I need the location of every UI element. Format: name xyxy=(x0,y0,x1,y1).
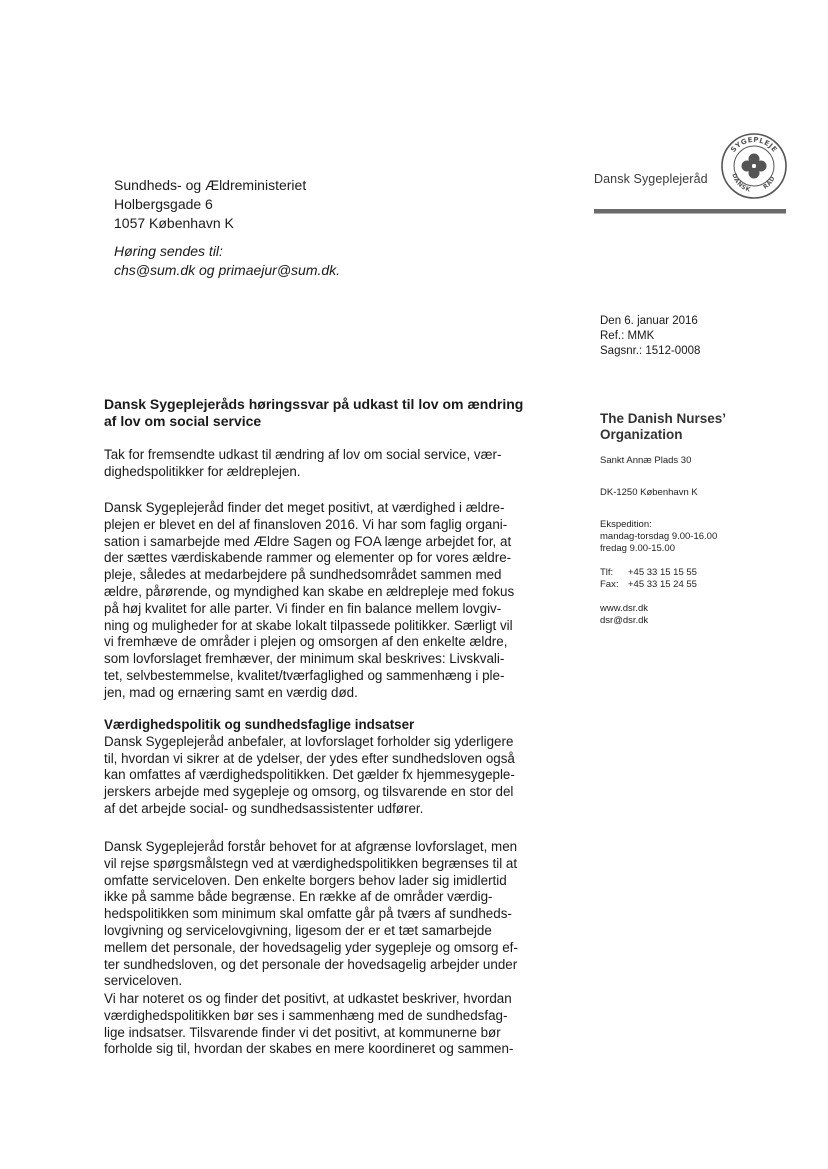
text-line: af det arbejde social- og sundhedsassistenter udfører. xyxy=(104,800,424,816)
text-line: Dansk Sygeplejeråd forstår behovet for at afgrænse lovforslaget, men xyxy=(104,839,518,854)
text-line: tet, selvbestemmelse, kvalitet/tværfaglighed og sammenhæng i ple- xyxy=(104,667,505,683)
phone-label: Tlf: xyxy=(600,567,614,578)
organization-logo-name: Dansk Sygeplejeråd xyxy=(594,172,708,186)
expedition-weekdays: mandag-torsdag 9.00-16.00 xyxy=(600,531,718,542)
organization-seal-icon xyxy=(720,132,788,200)
text-line: ikke på samme både begrænse. En række af de områder værdig- xyxy=(104,889,493,905)
document-title xyxy=(104,396,564,430)
text-line: ter sundhedsloven, og det personale der hovedsagelig arbejder under xyxy=(104,956,518,972)
document-title-line: af lov om social service xyxy=(104,413,262,429)
paragraph-intro xyxy=(104,447,569,481)
header-rule-thin xyxy=(594,213,786,214)
text-line: jen, mad og ernæring samt en værdig død. xyxy=(104,684,358,700)
address-city: DK-1250 København K xyxy=(600,487,698,498)
text-line: mellem det personale, der hovedsagelig yder sygepleje og omsorg ef- xyxy=(104,939,518,955)
text-line: lovgivning og servicelovgivning, ligesom der er et tæt samarbejde xyxy=(104,922,492,938)
section-heading: Værdighedspolitik og sundhedsfaglige indsatser xyxy=(104,717,415,732)
text-line: dighedspolitikker for ældreplejen. xyxy=(104,463,301,479)
hearing-emails: chs@sum.dk og primaejur@sum.dk. xyxy=(114,262,341,278)
paragraph-delimitation xyxy=(104,839,569,990)
email-link[interactable]: dsr@dsr.dk xyxy=(600,615,649,626)
address-street: Sankt Annæ Plads 30 xyxy=(600,455,692,466)
phone-number: +45 33 15 15 55 xyxy=(628,567,697,578)
sidebar-contact xyxy=(600,455,717,627)
fax-label: Fax: xyxy=(600,579,619,590)
seal-text-left: DANSK xyxy=(730,172,752,194)
recipient-line: Sundheds- og Ældreministeriet xyxy=(114,177,307,193)
text-line: kan omfattes af værdighedspolitikken. Det gælder fx hjemmesygeple- xyxy=(104,767,515,783)
text-line: ældre, pårørende, og myndighed kan skabe en ældrepleje med fokus xyxy=(104,583,515,599)
paragraph-positive xyxy=(104,500,569,702)
text-line: som lovforslaget fremhæver, der minimum skal beskrives: Livskvali- xyxy=(104,651,505,667)
document-reference: Ref.: MMK xyxy=(600,330,655,342)
text-line: værdighedspolitikken bør ses i sammenhæng med de sundhedsfag- xyxy=(104,1007,508,1023)
text-line: jerskers arbejde med sygepleje og omsorg, og tilsvarende en stor del xyxy=(104,784,514,800)
text-line: vi fremhæve de områder i plejen og omsorgen af den enkelte ældre, xyxy=(104,634,508,650)
text-line: Dansk Sygeplejeråd anbefaler, at lovforslaget forholder sig yderligere xyxy=(104,733,514,749)
text-line: ning og muligheder for at skabe lokalt tilpassede politikker. Særligt vil xyxy=(104,617,513,633)
text-line: serviceloven. xyxy=(104,973,183,989)
organization-title xyxy=(600,411,726,443)
expedition-label: Ekspedition: xyxy=(600,519,652,530)
website-link[interactable]: www.dsr.dk xyxy=(600,603,649,614)
text-line: plejen er blevet en del af finansloven 2016. Vi har som faglig organi- xyxy=(104,516,508,532)
organization-title-line: Organization xyxy=(600,427,683,442)
text-line: pleje, således at medarbejdere på sundhedsområdet sammen med xyxy=(104,567,502,583)
seal-text-top: SYGEPLEJE xyxy=(729,135,779,154)
text-line: Dansk Sygeplejeråd finder det meget positivt, at værdighed i ældre- xyxy=(104,500,505,515)
phone-row xyxy=(600,567,717,579)
recipient-line: Holbergsgade 6 xyxy=(114,196,213,212)
hearing-label: Høring sendes til: xyxy=(114,243,223,259)
document-date: Den 6. januar 2016 xyxy=(600,315,698,327)
text-line: på høj kvalitet for alle parter. Vi finder en fin balance mellem lovgiv- xyxy=(104,600,502,616)
text-line: omfatte serviceloven. Den enkelte borgers behov lader sig imidlertid xyxy=(104,872,507,888)
recipient-address xyxy=(114,176,306,233)
text-line: vil rejse spørgsmålstegn ved at værdighedspolitikken begrænses til at xyxy=(104,855,518,871)
text-line: forholde sig til, hvordan der skabes en mere koordineret og sammen- xyxy=(104,1041,514,1057)
fax-number: +45 33 15 24 55 xyxy=(628,579,697,590)
case-number: Sagsnr.: 1512-0008 xyxy=(600,345,701,357)
text-line: sation i samarbejde med Ældre Sagen og FOA længe arbejdet for, at xyxy=(104,533,512,549)
expedition-friday: fredag 9.00-15.00 xyxy=(600,543,676,554)
organization-title-line: The Danish Nurses’ xyxy=(600,411,727,426)
text-line: der sættes værdiskabende rammer og elementer op for vores ældre- xyxy=(104,550,512,566)
text-line: lige indsatser. Tilsvarende finder vi det positivt, at kommunerne bør xyxy=(104,1024,501,1040)
text-line: til, hvordan vi sikrer at de ydelser, der ydes efter sundhedsloven også xyxy=(104,750,515,766)
fax-row xyxy=(600,579,717,591)
section-dignity-policy xyxy=(104,717,569,818)
text-line: hedspolitikken som minimum skal omfatte går på tværs af sundheds- xyxy=(104,906,512,922)
paragraph-coordination xyxy=(104,991,569,1058)
text-line: Vi har noteret os og finder det positivt, at udkastet beskriver, hvordan xyxy=(104,991,512,1006)
document-title-line: Dansk Sygeplejeråds høringssvar på udkast til lov om ændring xyxy=(104,396,524,412)
text-line: Tak for fremsendte udkast til ændring af lov om social service, vær- xyxy=(104,447,502,462)
recipient-line: 1057 København K xyxy=(114,215,234,231)
hearing-recipients xyxy=(114,242,340,280)
document-meta xyxy=(600,314,700,359)
seal-text-right: RÅD xyxy=(762,174,777,191)
